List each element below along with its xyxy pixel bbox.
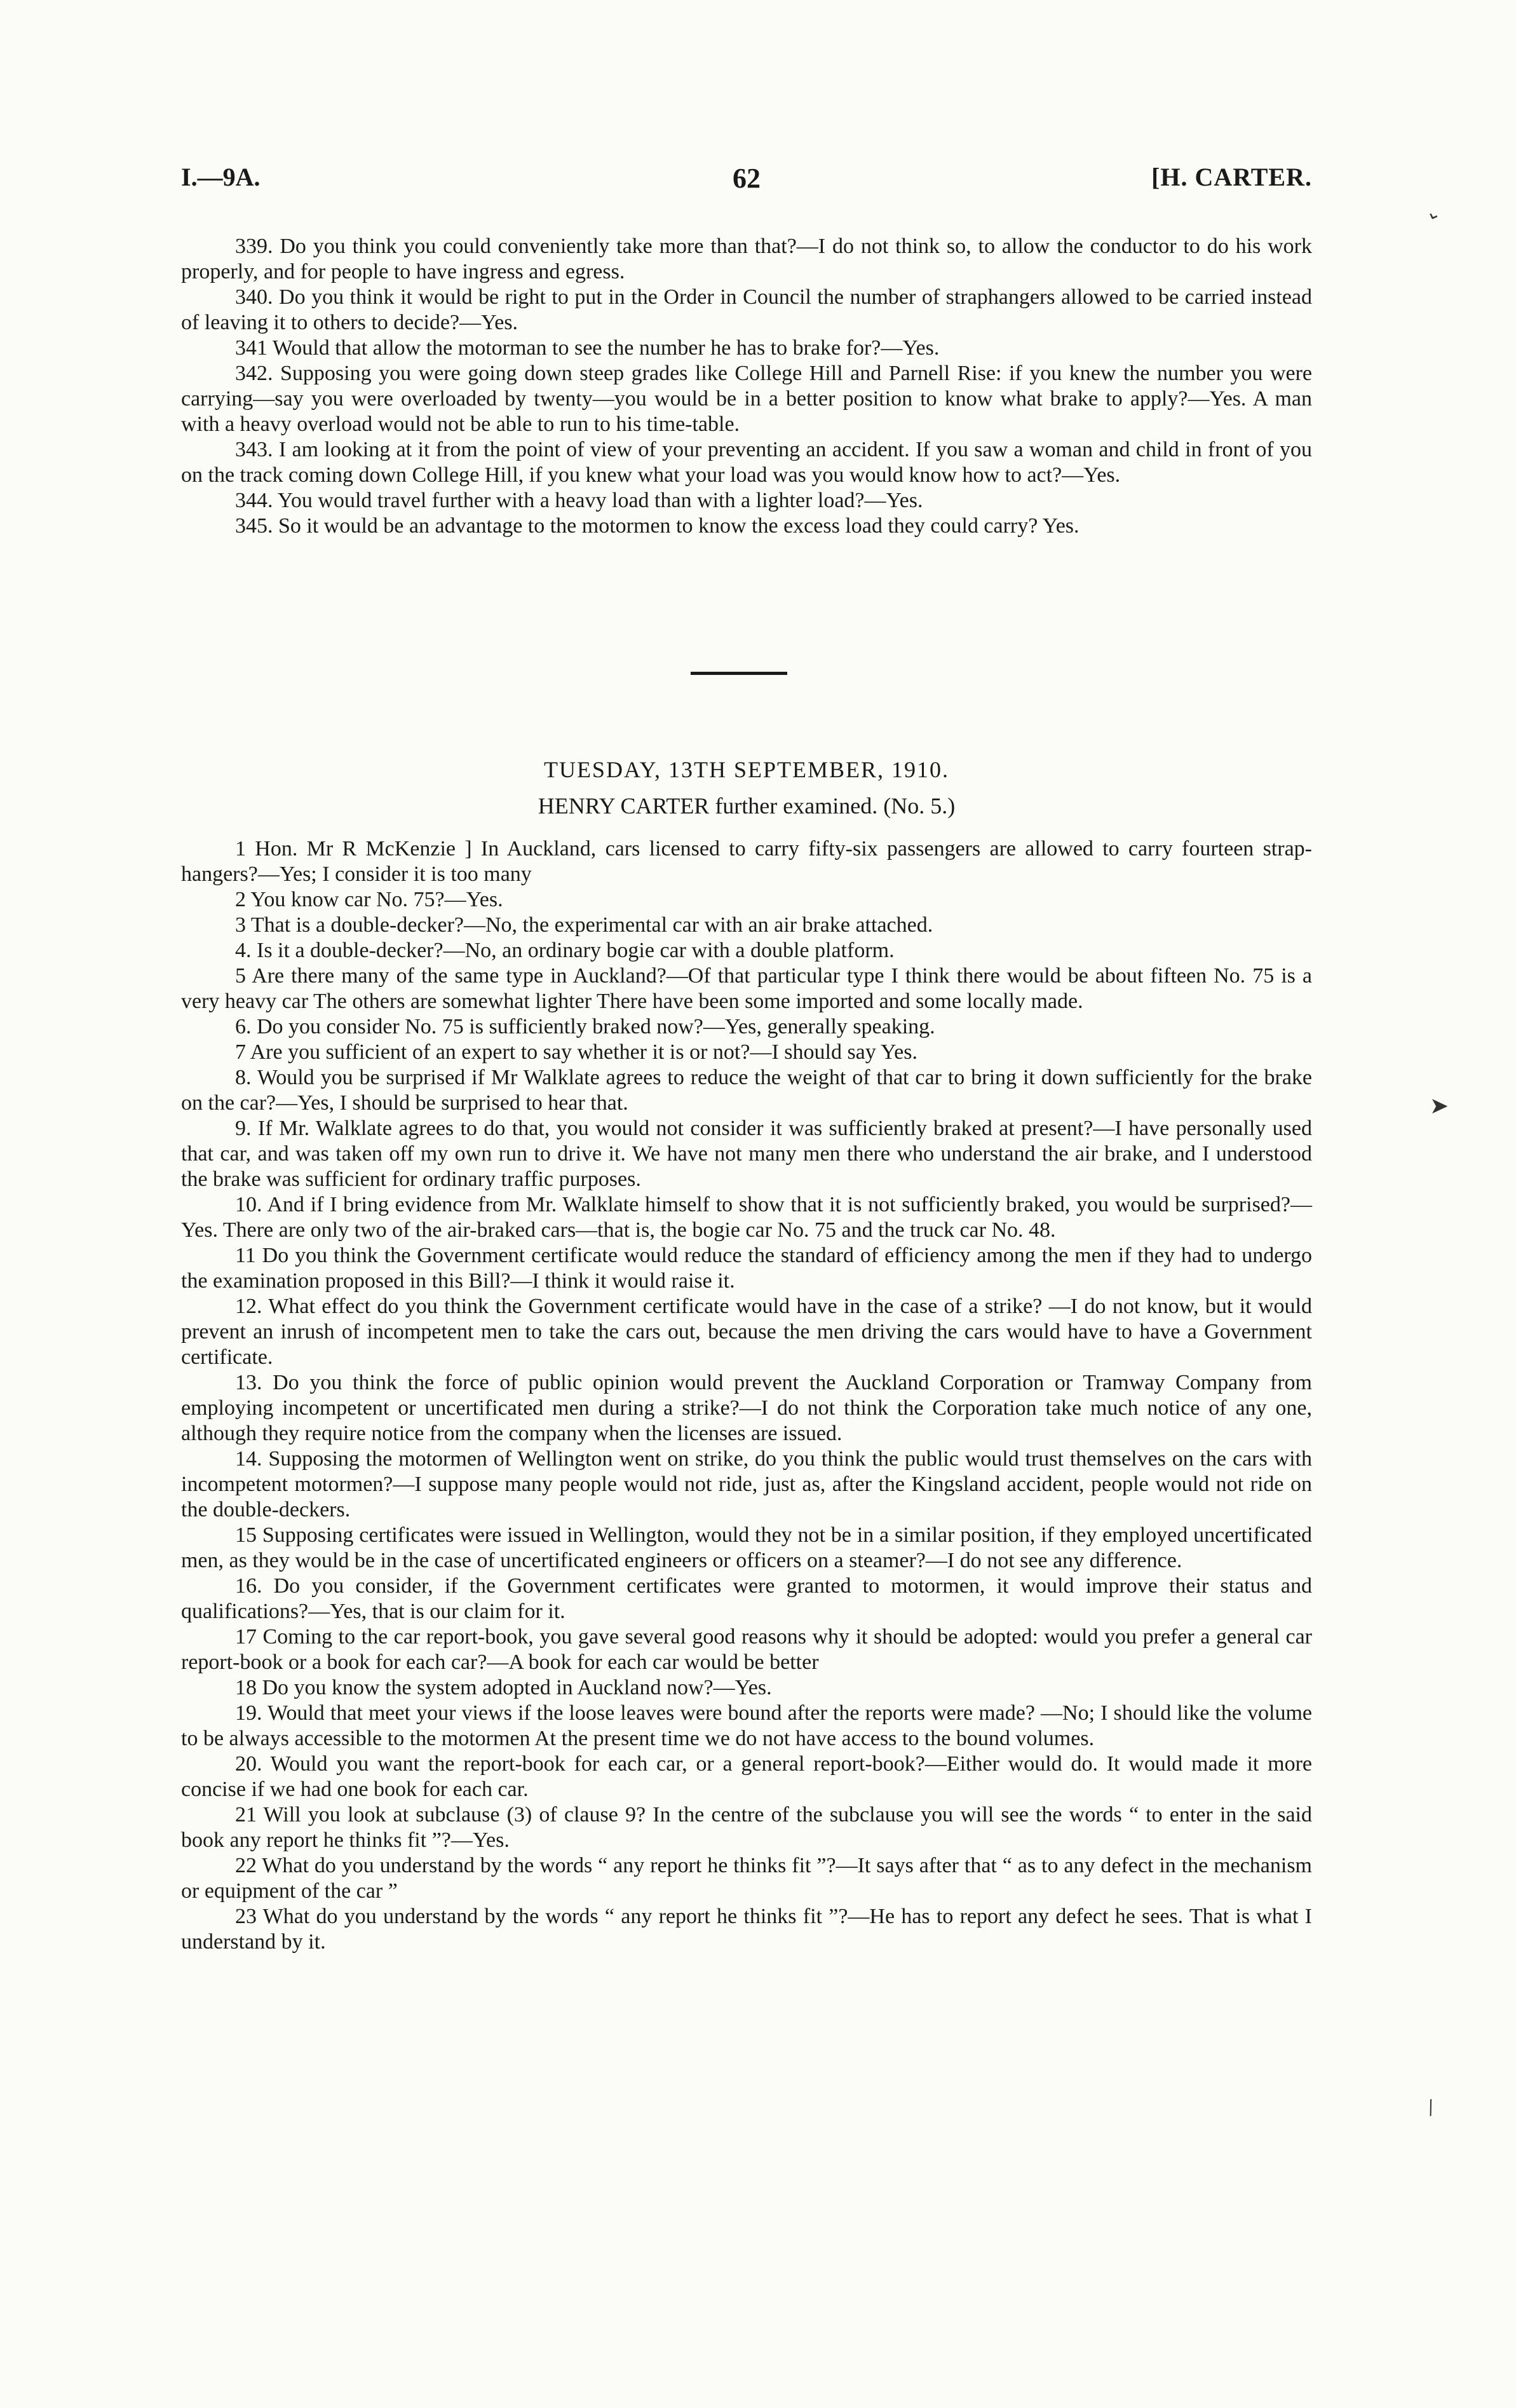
testimony-paragraph: 5 Are there many of the same type in Auckland?—Of that particular type I think there would be about fifteen No. 75 is a very heavy car The others are somewhat lighter There have been some imported and some locally made. — [181, 964, 1312, 1013]
witness-name-header: [H. CARTER. — [1151, 163, 1312, 191]
testimony-paragraph: 343. I am looking at it from the point of view of your preventing an accident. If you saw a woman and child in front of you on the track coming down College Hill, if you knew what your load was you would know how to act?—Yes. — [181, 438, 1312, 487]
page-header — [181, 162, 1312, 200]
page-number: 62 — [733, 163, 761, 194]
continued-testimony — [181, 234, 1312, 539]
margin-mark: ⌄ — [1423, 200, 1446, 227]
testimony-paragraph: 342. Supposing you were going down steep grades like College Hill and Parnell Rise: if you knew the number you were carrying—say you were overloaded by twenty—you would be in a better position to know what brake to apply?—Yes. A man with a heavy overload would not be able to run to his time-table. — [181, 362, 1312, 436]
testimony-paragraph: 2 You know car No. 75?—Yes. — [235, 888, 503, 911]
session-date-heading: TUESDAY, 13TH SEPTEMBER, 1910. — [543, 757, 950, 782]
testimony-paragraph: 1 Hon. Mr R McKenzie ] In Auckland, cars licensed to carry fifty-six passengers are allowed to carry fourteen strap-hangers?—Yes; I consider it is too many — [181, 837, 1312, 886]
testimony-paragraph: 19. Would that meet your views if the loose leaves were bound after the reports were made? —No; I should like the volume to be always accessible to the motormen At the present time we do not have access to the bound volumes. — [181, 1701, 1312, 1750]
testimony-paragraph: 7 Are you sufficient of an expert to say whether it is or not?—I should say Yes. — [235, 1040, 917, 1064]
testimony-paragraph: 6. Do you consider No. 75 is sufficiently braked now?—Yes, generally speaking. — [235, 1015, 935, 1038]
session-testimony — [181, 836, 1312, 1955]
testimony-paragraph: 15 Supposing certificates were issued in Wellington, would they not be in a similar position, if they employed uncertificated men, as they would be in the case of uncertificated engineers or officers on a steamer?—I do not see any difference. — [181, 1523, 1312, 1572]
testimony-paragraph: 3 That is a double-decker?—No, the experimental car with an air brake attached. — [235, 913, 933, 937]
testimony-paragraph: 344. You would travel further with a heavy load than with a lighter load?—Yes. — [235, 489, 923, 512]
testimony-paragraph: 10. And if I bring evidence from Mr. Walklate himself to show that it is not sufficiently braked, you would be surprised?—Yes. There are only two of the air-braked cars—that is, the bogie car No. 75 and the truck car No. 48. — [181, 1193, 1312, 1242]
testimony-paragraph: 18 Do you know the system adopted in Auckland now?—Yes. — [235, 1676, 772, 1699]
margin-mark: ⁄ — [1424, 2098, 1438, 2119]
testimony-paragraph: 11 Do you think the Government certificate would reduce the standard of efficiency among the men if they had to undergo the examination proposed in this Bill?—I think it would raise it. — [181, 1244, 1312, 1293]
testimony-paragraph: 341 Would that allow the motorman to see the number he has to brake for?—Yes. — [235, 336, 940, 360]
witness-heading: HENRY CARTER further examined. (No. 5.) — [538, 793, 956, 819]
testimony-paragraph: 13. Do you think the force of public opinion would prevent the Auckland Corporation or Tramway Company from employing incompetent or uncertificated men during a strike?—I do not think the Corporation take much notice of any one, although they require notice from the company when the licenses are issued. — [181, 1371, 1312, 1445]
testimony-paragraph: 14. Supposing the motormen of Wellington went on strike, do you think the public would trust themselves on the cars with incompetent motormen?—I suppose many people would not ride, just as, after the Kingsland accident, people would not ride on the double-deckers. — [181, 1447, 1312, 1521]
margin-mark: ➤ — [1430, 1093, 1449, 1119]
testimony-paragraph: 22 What do you understand by the words “ any report he thinks fit ”?—It says after that “ as to any defect in the mechanism or equipment of the car ” — [181, 1854, 1312, 1903]
testimony-paragraph: 12. What effect do you think the Government certificate would have in the case of a strike? —I do not know, but it would prevent an inrush of incompetent men to take the cars out, because the men driving the cars would have to have a Government certificate. — [181, 1295, 1312, 1369]
testimony-paragraph: 16. Do you consider, if the Government certificates were granted to motormen, it would improve their status and qualifications?—Yes, that is our claim for it. — [181, 1574, 1312, 1623]
testimony-paragraph: 21 Will you look at subclause (3) of clause 9? In the centre of the subclause you will see the words “ to enter in the said book any report he thinks fit ”?—Yes. — [181, 1803, 1312, 1852]
testimony-paragraph: 9. If Mr. Walklate agrees to do that, you would not consider it was sufficiently braked at present?—I have personally used that car, and was taken off my own run to drive it. We have not many men there who understand the air brake, and I understood the brake was sufficient for ordinary traffic purposes. — [181, 1117, 1312, 1191]
testimony-paragraph: 17 Coming to the car report-book, you gave several good reasons why it should be adopted: would you prefer a general car report-book or a book for each car?—A book for each car would be better — [181, 1625, 1312, 1674]
document-code: I.—9A. — [181, 163, 261, 191]
testimony-paragraph: 345. So it would be an advantage to the motormen to know the excess load they could carry? Yes. — [235, 514, 1079, 538]
testimony-paragraph: 339. Do you think you could conveniently take more than that?—I do not think so, to allow the conductor to do his work properly, and for people to have ingress and egress. — [181, 235, 1312, 283]
testimony-paragraph: 20. Would you want the report-book for each car, or a general report-book?—Either would do. It would made it more concise if we had one book for each car. — [181, 1752, 1312, 1801]
testimony-paragraph: 4. Is it a double-decker?—No, an ordinary bogie car with a double platform. — [235, 939, 895, 962]
testimony-paragraph: 8. Would you be surprised if Mr Walklate agrees to reduce the weight of that car to bring it down sufficiently for the brake on the car?—Yes, I should be surprised to hear that. — [181, 1066, 1312, 1115]
section-divider — [691, 672, 787, 675]
testimony-paragraph: 340. Do you think it would be right to put in the Order in Council the number of straphangers allowed to be carried instead of leaving it to others to decide?—Yes. — [181, 285, 1312, 334]
testimony-paragraph: 23 What do you understand by the words “ any report he thinks fit ”?—He has to report any defect he sees. That is what I understand by it. — [181, 1905, 1312, 1954]
